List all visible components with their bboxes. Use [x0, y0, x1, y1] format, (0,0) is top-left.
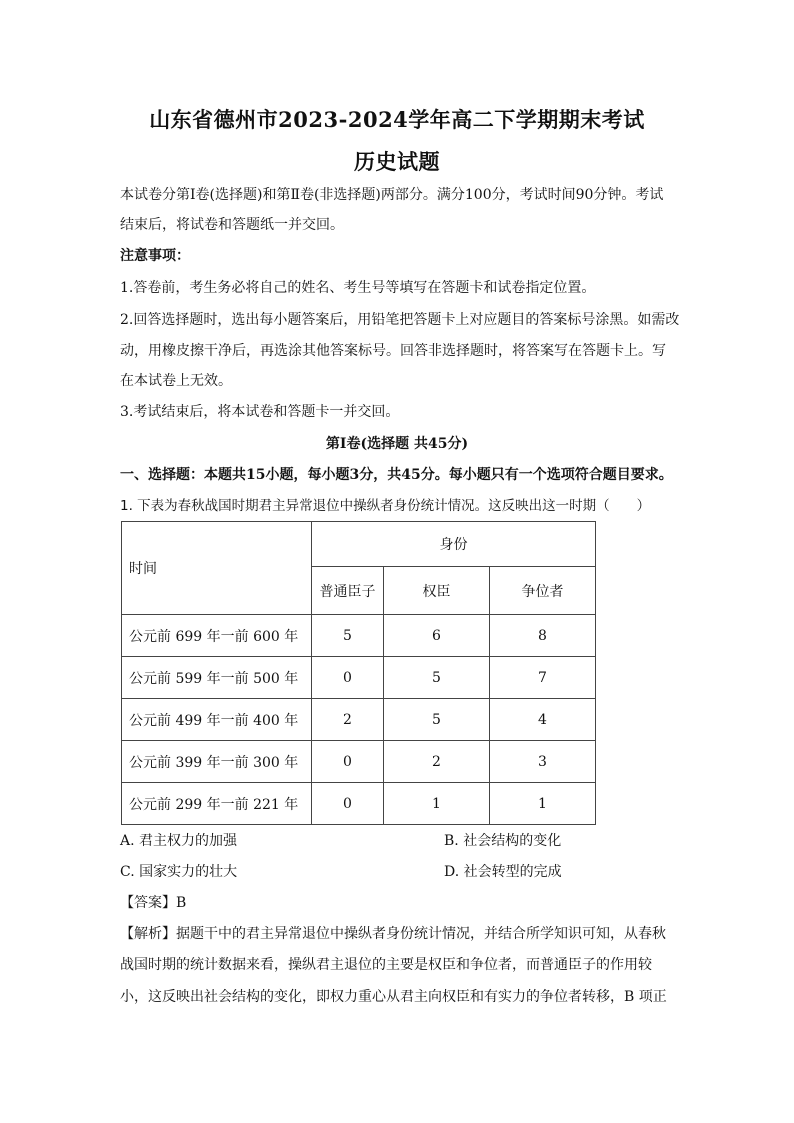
table-row	[122, 741, 596, 783]
analysis-line-3: 小，这反映出社会结构的变化，即权力重心从君主向权臣和有实力的争位者转移，B 项正	[120, 989, 667, 1005]
value-cell: 0	[312, 741, 384, 783]
intro-line-1: 本试卷分第Ⅰ卷(选择题)和第Ⅱ卷(非选择题)两部分。满分100分，考试时间90分钟。考试	[120, 187, 664, 203]
note-item-2-line-2: 动，用橡皮擦干净后，再选涂其他答案标号。回答非选择题时，将答案写在答题卡上。写	[120, 343, 666, 359]
table-row	[122, 699, 596, 741]
option-d: D. 社会转型的完成	[444, 864, 562, 880]
note-item-2-line-3: 在本试卷上无效。	[120, 373, 232, 389]
option-b: B. 社会结构的变化	[444, 833, 562, 849]
value-cell: 3	[490, 741, 596, 783]
column-header: 普通臣子	[312, 567, 384, 615]
answer: 【答案】B	[120, 895, 187, 911]
table-row	[122, 657, 596, 699]
period-cell: 公元前 699 年一前 600 年	[122, 615, 312, 657]
value-cell: 2	[384, 741, 490, 783]
value-cell: 5	[384, 657, 490, 699]
option-c: C. 国家实力的壮大	[120, 864, 238, 880]
table-row	[122, 783, 596, 825]
note-item-3: 3.考试结束后，将本试卷和答题卡一并交回。	[120, 404, 400, 420]
notes-heading: 注意事项：	[120, 248, 190, 264]
value-cell: 1	[384, 783, 490, 825]
table-row	[122, 615, 596, 657]
analysis-line-2: 战国时期的统计数据来看，操纵君主退位的主要是权臣和争位者，而普通臣子的作用较	[120, 957, 652, 973]
period-cell: 公元前 599 年一前 500 年	[122, 657, 312, 699]
column-header: 权臣	[384, 567, 490, 615]
subject-title: 历史试题	[354, 149, 440, 174]
intro-line-2: 结束后，将试卷和答题纸一并交回。	[120, 217, 344, 233]
column-header: 争位者	[490, 567, 596, 615]
section-heading: 第Ⅰ卷(选择题 共45分)	[325, 436, 469, 452]
value-cell: 5	[312, 615, 384, 657]
value-cell: 7	[490, 657, 596, 699]
value-cell: 5	[384, 699, 490, 741]
section-instruction: 一、选择题：本题共15小题，每小题3分，共45分。每小题只有一个选项符合题目要求。	[120, 467, 673, 483]
period-cell: 公元前 499 年一前 400 年	[122, 699, 312, 741]
statistics-table	[121, 521, 596, 825]
value-cell: 1	[490, 783, 596, 825]
value-cell: 8	[490, 615, 596, 657]
value-cell: 0	[312, 783, 384, 825]
question-1-stem: 1. 下表为春秋战国时期君主异常退位中操纵者身份统计情况。这反映出这一时期（ ）	[120, 498, 651, 514]
exam-title: 山东省德州市2023-2024学年高二下学期期末考试	[149, 107, 645, 132]
value-cell: 6	[384, 615, 490, 657]
option-a: A. 君主权力的加强	[120, 833, 238, 849]
value-cell: 2	[312, 699, 384, 741]
header-identity: 身份	[312, 522, 596, 567]
note-item-1: 1.答卷前，考生务必将自己的姓名、考生号等填写在答题卡和试卷指定位置。	[120, 280, 596, 296]
analysis-line-1: 【解析】据题干中的君主异常退位中操纵者身份统计情况，并结合所学知识可知，从春秋	[120, 926, 666, 942]
note-item-2-line-1: 2.回答选择题时，选出每小题答案后，用铅笔把答题卡上对应题目的答案标号涂黑。如需改	[120, 312, 680, 328]
header-time: 时间	[122, 522, 312, 615]
period-cell: 公元前 399 年一前 300 年	[122, 741, 312, 783]
value-cell: 0	[312, 657, 384, 699]
value-cell: 4	[490, 699, 596, 741]
period-cell: 公元前 299 年一前 221 年	[122, 783, 312, 825]
